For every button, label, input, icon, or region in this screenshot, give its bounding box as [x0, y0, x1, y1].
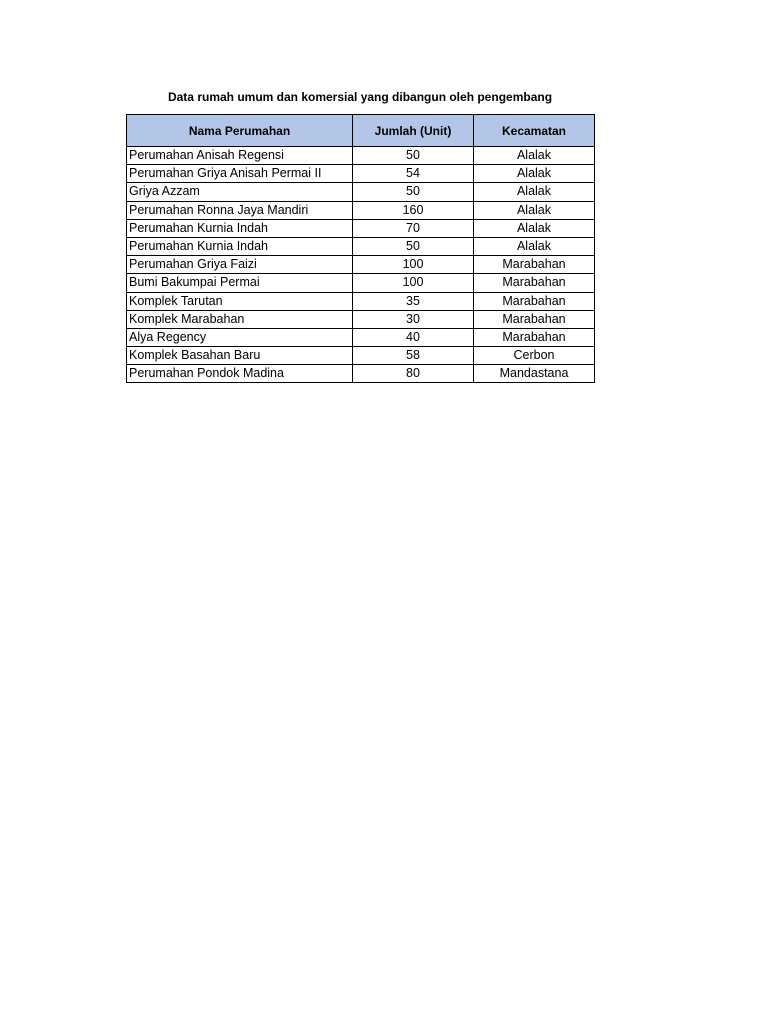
table-row	[127, 328, 595, 346]
cell-nama-perumahan: Komplek Marabahan	[127, 310, 353, 328]
cell-kecamatan: Alalak	[474, 147, 595, 165]
cell-nama-perumahan: Perumahan Anisah Regensi	[127, 147, 353, 165]
table-row	[127, 274, 595, 292]
document-title: Data rumah umum dan komersial yang dibangun oleh pengembang	[167, 90, 553, 104]
cell-jumlah-unit: 35	[353, 292, 474, 310]
cell-kecamatan: Marabahan	[474, 328, 595, 346]
cell-kecamatan: Cerbon	[474, 347, 595, 365]
cell-kecamatan: Mandastana	[474, 365, 595, 383]
table-row	[127, 310, 595, 328]
table-row	[127, 183, 595, 201]
cell-kecamatan: Marabahan	[474, 274, 595, 292]
table-row	[127, 201, 595, 219]
cell-nama-perumahan: Perumahan Griya Faizi	[127, 256, 353, 274]
cell-jumlah-unit: 54	[353, 165, 474, 183]
table-row	[127, 365, 595, 383]
cell-nama-perumahan: Perumahan Kurnia Indah	[127, 237, 353, 255]
column-header-jumlah-unit: Jumlah (Unit)	[353, 115, 474, 147]
table-header-row	[127, 115, 595, 147]
housing-data-table	[126, 114, 595, 383]
cell-kecamatan: Alalak	[474, 183, 595, 201]
cell-nama-perumahan: Perumahan Kurnia Indah	[127, 219, 353, 237]
cell-nama-perumahan: Komplek Tarutan	[127, 292, 353, 310]
cell-nama-perumahan: Perumahan Griya Anisah Permai II	[127, 165, 353, 183]
cell-jumlah-unit: 100	[353, 274, 474, 292]
cell-jumlah-unit: 80	[353, 365, 474, 383]
table-row	[127, 147, 595, 165]
table-row	[127, 165, 595, 183]
cell-nama-perumahan: Komplek Basahan Baru	[127, 347, 353, 365]
table-row	[127, 256, 595, 274]
cell-jumlah-unit: 50	[353, 147, 474, 165]
cell-kecamatan: Alalak	[474, 201, 595, 219]
table-row	[127, 237, 595, 255]
column-header-kecamatan: Kecamatan	[474, 115, 595, 147]
cell-nama-perumahan: Bumi Bakumpai Permai	[127, 274, 353, 292]
cell-jumlah-unit: 160	[353, 201, 474, 219]
column-header-nama-perumahan: Nama Perumahan	[127, 115, 353, 147]
table-row	[127, 219, 595, 237]
cell-kecamatan: Marabahan	[474, 310, 595, 328]
cell-nama-perumahan: Perumahan Ronna Jaya Mandiri	[127, 201, 353, 219]
cell-jumlah-unit: 30	[353, 310, 474, 328]
cell-kecamatan: Marabahan	[474, 256, 595, 274]
cell-jumlah-unit: 40	[353, 328, 474, 346]
cell-jumlah-unit: 100	[353, 256, 474, 274]
cell-nama-perumahan: Perumahan Pondok Madina	[127, 365, 353, 383]
cell-jumlah-unit: 50	[353, 237, 474, 255]
cell-kecamatan: Alalak	[474, 219, 595, 237]
cell-kecamatan: Alalak	[474, 165, 595, 183]
table-row	[127, 347, 595, 365]
cell-kecamatan: Marabahan	[474, 292, 595, 310]
table-row	[127, 292, 595, 310]
cell-nama-perumahan: Griya Azzam	[127, 183, 353, 201]
cell-jumlah-unit: 70	[353, 219, 474, 237]
cell-jumlah-unit: 50	[353, 183, 474, 201]
cell-kecamatan: Alalak	[474, 237, 595, 255]
cell-jumlah-unit: 58	[353, 347, 474, 365]
cell-nama-perumahan: Alya Regency	[127, 328, 353, 346]
